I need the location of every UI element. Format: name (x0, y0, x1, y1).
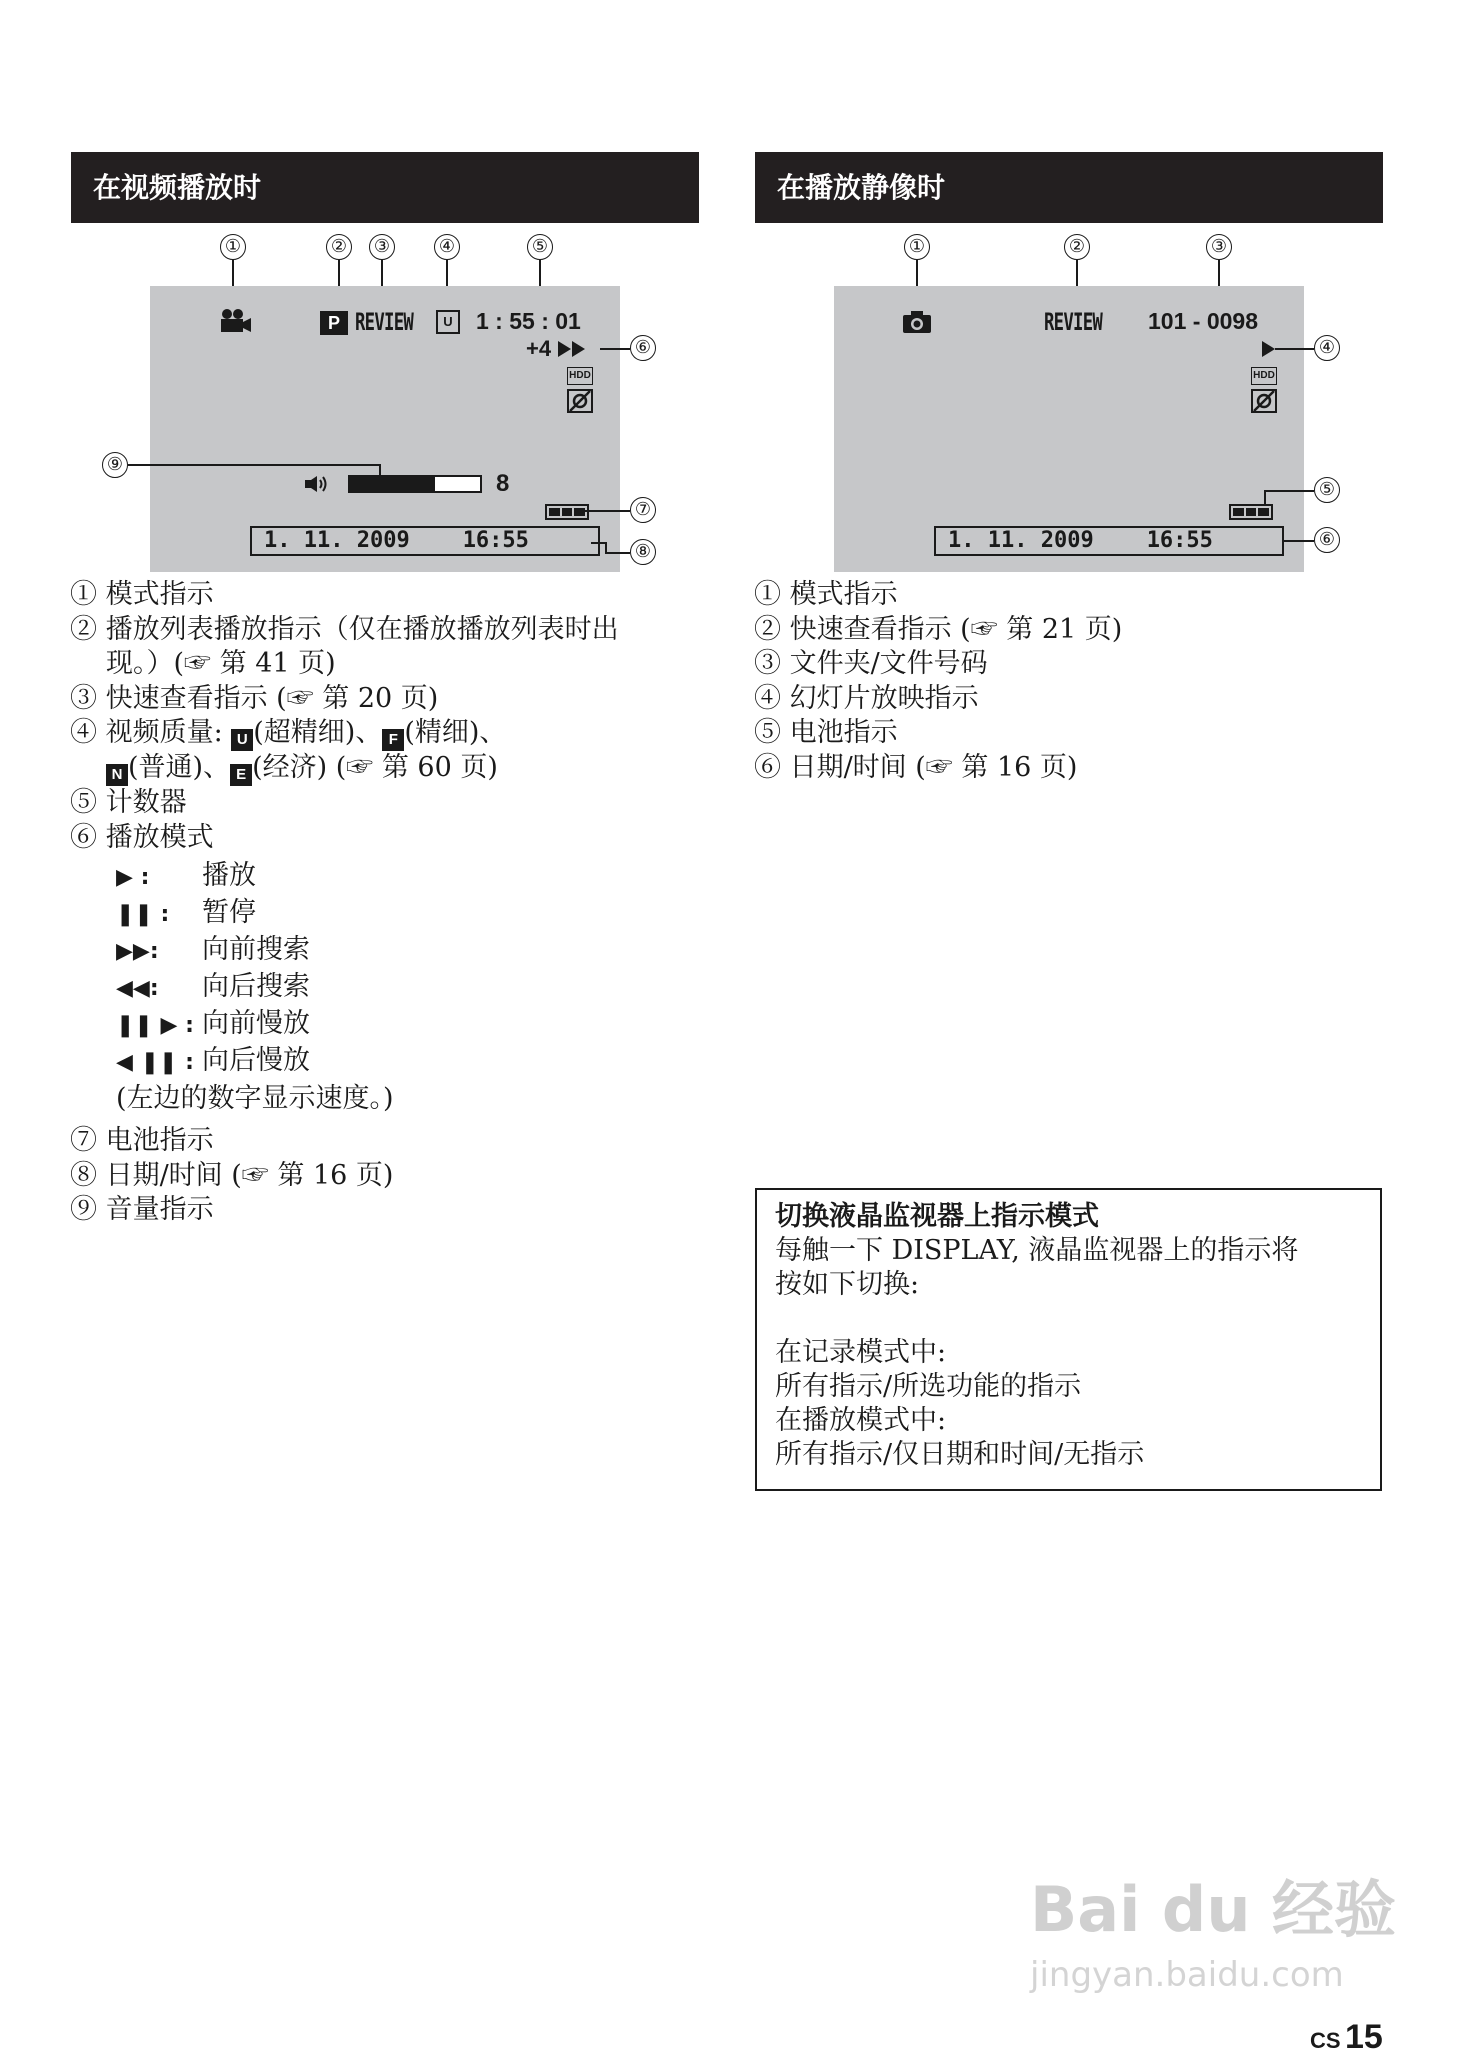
mode-label: 暂停 (202, 897, 256, 928)
display-mode-info-box (755, 1188, 1382, 1491)
mode-row (116, 927, 310, 966)
legend-item: ⑧ 日期/时间 (☞ 第 16 页) (70, 1159, 394, 1191)
play-symbol: ▶ : (116, 865, 150, 890)
ultra-fine-text: (超精细)、 (253, 717, 383, 748)
mode-row (116, 1001, 310, 1040)
camera-icon (902, 310, 932, 334)
info-box-title: 切换液晶监视器上指示模式 (775, 1201, 1099, 1232)
info-line: 在播放模式中: (775, 1405, 947, 1436)
baidu-watermark: Bai du 经验 (1030, 1873, 1397, 1946)
quality-label: ④ 视频质量: (70, 717, 232, 748)
media-icon (567, 389, 593, 413)
mode-row (116, 964, 310, 1003)
mode-label: 向后搜索 (202, 971, 310, 1002)
legend-item: ④ 幻灯片放映指示 (754, 682, 979, 714)
counter-display: 1 : 55 : 01 (476, 308, 581, 334)
callout-3: ③ (369, 234, 395, 260)
legend-item: ③ 文件夹/文件号码 (754, 648, 988, 679)
quick-review-indicator: REVIEW (355, 308, 414, 336)
slideshow-play-icon (1262, 341, 1276, 357)
video-quality-icon: U (436, 310, 460, 334)
speed-note: (左边的数字显示速度。) (116, 1083, 394, 1114)
callout-4: ④ (434, 234, 460, 260)
callout-5: ⑤ (527, 234, 553, 260)
callout-8: ⑧ (630, 539, 656, 565)
folder-file-number: 101 - 0098 (1148, 308, 1258, 334)
legend-item: ⑥ 播放模式 (70, 821, 214, 853)
still-playback-diagram (755, 232, 1395, 577)
legend-item: ⑥ 日期/时间 (☞ 第 16 页) (754, 751, 1078, 783)
date-value: 1. 11. 2009 (264, 528, 410, 553)
date-time-display (250, 526, 600, 556)
info-line: 每触一下 DISPLAY, 液晶监视器上的指示将 (775, 1235, 1299, 1266)
legend-item: ③ 快速查看指示 (☞ 第 20 页) (70, 682, 439, 714)
legend-item: ② 快速查看指示 (☞ 第 21 页) (754, 613, 1123, 645)
reverse-search-symbol: ◀◀: (116, 976, 159, 1001)
ultra-fine-icon: U (231, 729, 253, 751)
section-title-still-playback: 在播放静像时 (755, 152, 1383, 223)
legend-item: ⑨ 音量指示 (70, 1194, 214, 1225)
legend-item: ⑦ 电池指示 (70, 1125, 214, 1156)
callout-1: ① (904, 234, 930, 260)
section-title-video-playback: 在视频播放时 (71, 152, 699, 223)
normal-icon: N (106, 764, 128, 786)
info-line: 在记录模式中: (775, 1337, 947, 1368)
volume-bar (348, 475, 482, 493)
pause-symbol: ❚❚ : (116, 902, 170, 927)
volume-bar-fill (350, 477, 435, 491)
legend-item: ⑤ 计数器 (70, 787, 187, 818)
volume-level: 8 (496, 470, 510, 497)
page-number (1310, 2018, 1383, 2057)
callout-6: ⑥ (1314, 527, 1340, 553)
legend-item (70, 716, 619, 751)
time-value: 16:55 (462, 528, 529, 553)
battery-icon (545, 504, 589, 520)
callout-9: ⑨ (102, 452, 128, 478)
mode-label: 播放 (202, 860, 256, 891)
lcd-screen (150, 286, 620, 572)
info-line: 所有指示/所选功能的指示 (775, 1371, 1082, 1402)
callout-1: ① (220, 234, 246, 260)
callout-2: ② (1064, 234, 1090, 260)
hdd-icon: HDD (567, 367, 593, 385)
normal-text: (普通)、 (128, 752, 231, 783)
mode-row (116, 1038, 310, 1077)
video-legend-list-cont (70, 1124, 393, 1228)
video-playback-diagram (71, 232, 711, 577)
legend-item (70, 751, 619, 786)
callout-2: ② (326, 234, 352, 260)
mode-label: 向前搜索 (202, 934, 310, 965)
date-value: 1. 11. 2009 (948, 528, 1094, 553)
legend-item: ⑤ 电池指示 (754, 717, 898, 748)
callout-6: ⑥ (630, 335, 656, 361)
reverse-slow-symbol: ◀ ❚❚ : (116, 1050, 194, 1075)
still-legend-list (754, 578, 1122, 785)
forward-search-symbol: ▶▶: (116, 939, 159, 964)
media-icon (1251, 389, 1277, 413)
video-legend-list (70, 578, 619, 855)
callout-3: ③ (1206, 234, 1232, 260)
battery-icon (1229, 504, 1273, 520)
callout-7: ⑦ (630, 497, 656, 523)
callout-4: ④ (1314, 335, 1340, 361)
callout-5: ⑤ (1314, 477, 1340, 503)
fine-icon: F (382, 729, 404, 751)
mode-row (116, 890, 256, 929)
fine-text: (精细)、 (404, 717, 507, 748)
legend-item: ① 模式指示 (70, 579, 214, 610)
language-code: CS (1310, 2028, 1341, 2053)
quick-review-indicator: REVIEW (1044, 308, 1103, 336)
playlist-icon: P (320, 311, 348, 335)
watermark-url: jingyan.baidu.com (1030, 1955, 1344, 1995)
economy-icon: E (230, 764, 252, 786)
volume-icon (305, 475, 329, 493)
mode-row (116, 853, 256, 892)
economy-text: (经济) (☞ 第 60 页) (252, 752, 498, 783)
fast-forward-icon (558, 341, 586, 357)
legend-item: ① 模式指示 (754, 579, 898, 610)
mode-label: 向前慢放 (202, 1008, 310, 1039)
legend-item: ② 播放列表播放指示（仅在播放播放列表时出 (70, 613, 619, 645)
mode-label: 向后慢放 (202, 1045, 310, 1076)
legend-item: 现。）(☞ 第 41 页) (106, 648, 336, 679)
movie-mode-icon (218, 308, 252, 334)
playback-speed: +4 (526, 336, 552, 361)
time-value: 16:55 (1146, 528, 1213, 553)
info-line: 按如下切换: (775, 1269, 920, 1300)
hdd-icon: HDD (1251, 367, 1277, 385)
info-line: 所有指示/仅日期和时间/无指示 (775, 1439, 1145, 1470)
page-number-value: 15 (1345, 2018, 1383, 2056)
date-time-display (934, 526, 1284, 556)
forward-slow-symbol: ❚❚ ▶ : (116, 1013, 194, 1038)
lcd-screen (834, 286, 1304, 572)
